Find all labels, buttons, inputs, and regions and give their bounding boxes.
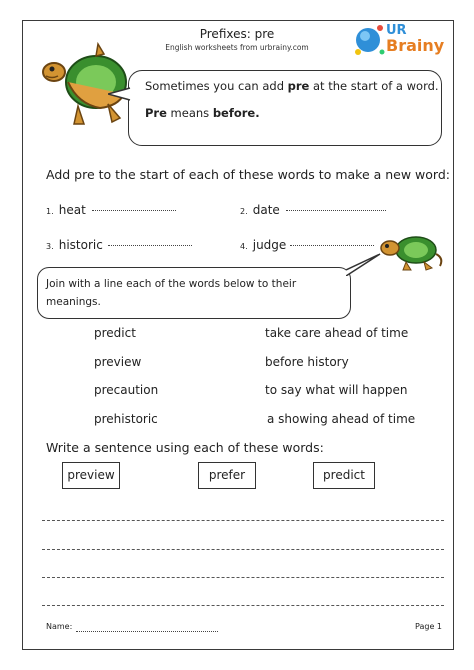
question-word: historic bbox=[58, 238, 103, 252]
question-4 bbox=[240, 234, 286, 253]
word-box-preview: preview bbox=[62, 462, 120, 489]
logo-text-ur: UR bbox=[386, 23, 407, 38]
logo-text-brainy: Brainy bbox=[386, 36, 445, 55]
question-3 bbox=[46, 234, 103, 253]
match-meaning-4[interactable]: a showing ahead of time bbox=[267, 412, 416, 426]
name-field[interactable] bbox=[76, 631, 218, 632]
name-label: Name: bbox=[46, 622, 73, 631]
writing-line-1[interactable] bbox=[42, 520, 444, 521]
tortoise-illustration bbox=[38, 42, 130, 128]
match-word-prehistoric[interactable]: prehistoric bbox=[94, 412, 158, 426]
join-bubble-pointer bbox=[346, 252, 382, 276]
match-meaning-1[interactable]: take care ahead of time bbox=[265, 326, 409, 340]
question-number: 2. bbox=[240, 207, 248, 216]
answer-line-4[interactable] bbox=[290, 245, 374, 246]
intro-bold-pre-2: Pre bbox=[145, 106, 167, 120]
answer-line-1[interactable] bbox=[92, 210, 176, 211]
intro-means: means bbox=[166, 106, 213, 120]
question-word: date bbox=[252, 203, 280, 217]
question-number: 1. bbox=[46, 207, 54, 216]
page-title: Prefixes: pre bbox=[199, 27, 275, 41]
sentence-instruction: Write a sentence using each of these words: bbox=[46, 440, 324, 455]
chameleon-tortoise-illustration bbox=[376, 232, 446, 272]
answer-line-3[interactable] bbox=[108, 245, 192, 246]
page-number: Page 1 bbox=[415, 622, 442, 631]
writing-line-4[interactable] bbox=[42, 605, 444, 606]
match-word-predict[interactable]: predict bbox=[94, 326, 136, 340]
question-word: judge bbox=[252, 238, 287, 252]
match-word-precaution[interactable]: precaution bbox=[94, 383, 159, 397]
answer-line-2[interactable] bbox=[286, 210, 386, 211]
word-box-prefer: prefer bbox=[198, 462, 256, 489]
word-box-predict: predict bbox=[313, 462, 375, 489]
question-number: 3. bbox=[46, 242, 54, 251]
intro-bold-before: before. bbox=[212, 106, 260, 120]
page-subtitle: English worksheets from urbrainy.com bbox=[165, 43, 309, 52]
question-word: heat bbox=[58, 203, 86, 217]
intro-line-1 bbox=[145, 79, 439, 93]
intro-text: Sometimes you can add bbox=[145, 79, 288, 93]
join-instruction: Join with a line each of the words below to their meanings. bbox=[46, 278, 297, 308]
intro-text-end: at the start of a word. bbox=[309, 79, 439, 93]
bubble-pointer bbox=[108, 86, 132, 102]
intro-bold-pre: pre bbox=[287, 79, 310, 93]
match-meaning-3[interactable]: to say what will happen bbox=[265, 383, 408, 397]
question-1 bbox=[46, 199, 86, 218]
writing-line-3[interactable] bbox=[42, 577, 444, 578]
question-number: 4. bbox=[240, 242, 248, 251]
question-2 bbox=[240, 199, 280, 218]
match-word-preview[interactable]: preview bbox=[94, 355, 142, 369]
intro-line-2 bbox=[145, 106, 260, 120]
match-meaning-2[interactable]: before history bbox=[265, 355, 349, 369]
urbrainy-logo bbox=[352, 22, 445, 58]
instruction-add-pre: Add pre to the start of each of these words to make a new word: bbox=[46, 167, 450, 182]
writing-line-2[interactable] bbox=[42, 549, 444, 550]
